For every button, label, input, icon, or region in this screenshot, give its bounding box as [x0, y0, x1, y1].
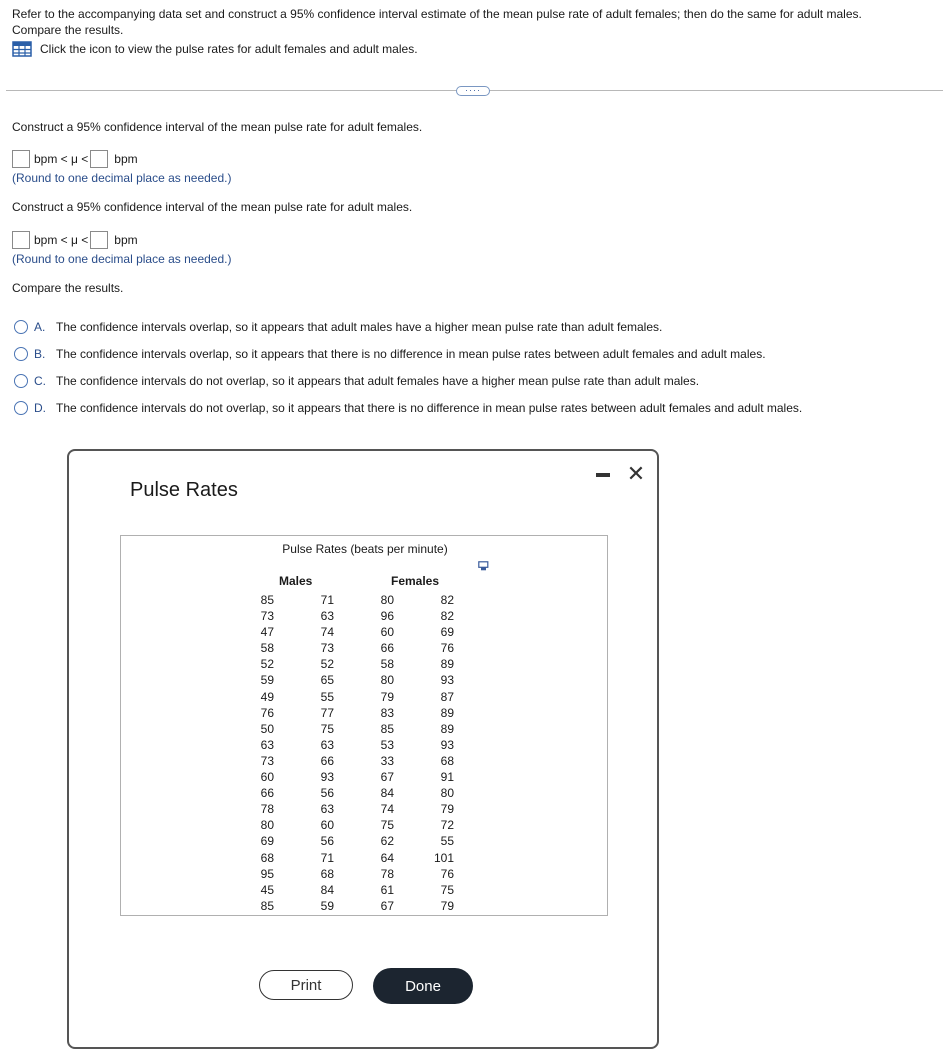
- option-letter: B.: [34, 347, 46, 361]
- data-cell: 101: [433, 850, 454, 865]
- data-cell: 47: [260, 625, 274, 640]
- rounding-note: (Round to one decimal place as needed.): [12, 171, 232, 185]
- minimize-icon[interactable]: [596, 473, 610, 477]
- data-cell: 83: [380, 705, 394, 720]
- option-text: The confidence intervals do not overlap, so it appears that there is no difference in mean pulse rates between adult females and adult males.: [56, 401, 803, 415]
- data-cell: 63: [260, 737, 274, 752]
- data-cell: 72: [440, 818, 454, 833]
- data-cell: 91: [440, 770, 454, 785]
- interval-unit-text: bpm: [114, 152, 138, 166]
- data-cell: 80: [260, 818, 274, 833]
- data-cell: 60: [260, 770, 274, 785]
- data-cell: 93: [320, 770, 334, 785]
- data-cell: 73: [320, 641, 334, 656]
- data-cell: 66: [260, 786, 274, 801]
- option-letter: D.: [34, 401, 46, 415]
- males-column-1: [234, 592, 274, 914]
- data-cell: 67: [380, 898, 394, 913]
- radio-button[interactable]: [14, 347, 28, 361]
- data-cell: 67: [380, 770, 394, 785]
- females-header: Females: [391, 574, 440, 588]
- rounding-note: (Round to one decimal place as needed.): [12, 252, 232, 266]
- data-cell: 89: [440, 705, 454, 720]
- data-cell: 80: [440, 786, 454, 801]
- data-cell: 89: [440, 657, 454, 672]
- data-cell: 82: [440, 593, 454, 607]
- data-cell: 80: [380, 673, 394, 688]
- data-cell: 76: [260, 705, 274, 720]
- data-cell: 53: [380, 737, 394, 752]
- data-cell: 60: [320, 818, 334, 833]
- data-cell: 73: [260, 609, 274, 624]
- males-header: Males: [279, 574, 313, 588]
- females-upper-bound-input[interactable]: [90, 150, 108, 168]
- data-cell: 95: [260, 866, 274, 881]
- print-button[interactable]: Print: [259, 970, 353, 1000]
- interval-unit-text: bpm: [114, 233, 138, 247]
- data-cell: 63: [320, 737, 334, 752]
- data-cell: 63: [320, 802, 334, 817]
- data-cell: 50: [260, 721, 274, 736]
- interval-middle-text: bpm < μ <: [34, 233, 89, 247]
- data-cell: 66: [380, 641, 394, 656]
- data-cell: 76: [440, 866, 454, 881]
- data-cell: 75: [380, 818, 394, 833]
- data-cell: 93: [440, 673, 454, 688]
- data-cell: 71: [320, 593, 334, 607]
- option-text: The confidence intervals overlap, so it appears that adult males have a higher mean pulse rate than adult females.: [56, 320, 663, 334]
- data-set-link-text: Click the icon to view the pulse rates for adult females and adult males.: [40, 42, 418, 56]
- problem-text: Refer to the accompanying data set and construct a 95% confidence interval estimate of the mean pulse rate of adult females; then do the same for adult males.: [12, 7, 862, 21]
- option-c[interactable]: [14, 372, 699, 390]
- data-cell: 59: [320, 898, 334, 913]
- data-cell: 71: [320, 850, 334, 865]
- done-button[interactable]: Done: [373, 968, 473, 1004]
- data-cell: 45: [260, 882, 274, 897]
- data-cell: 65: [320, 673, 334, 688]
- radio-button[interactable]: [14, 374, 28, 388]
- data-cell: 75: [320, 721, 334, 736]
- data-cell: 76: [440, 641, 454, 656]
- data-cell: 63: [320, 609, 334, 624]
- data-cell: 61: [380, 882, 394, 897]
- females-column-2: [414, 592, 454, 914]
- females-interval-row: [12, 149, 138, 169]
- data-cell: 68: [320, 866, 334, 881]
- option-letter: A.: [34, 320, 46, 334]
- data-cell: 85: [260, 593, 274, 607]
- data-cell: 78: [260, 802, 274, 817]
- females-lower-bound-input[interactable]: [12, 150, 30, 168]
- radio-button[interactable]: [14, 401, 28, 415]
- data-cell: 68: [260, 850, 274, 865]
- females-column-1: [354, 592, 394, 914]
- table-icon[interactable]: [12, 41, 32, 57]
- data-cell: 79: [440, 802, 454, 817]
- data-cell: 89: [440, 721, 454, 736]
- data-cell: 93: [440, 737, 454, 752]
- option-b[interactable]: [14, 345, 766, 363]
- data-cell: 84: [320, 882, 334, 897]
- table-caption: Pulse Rates (beats per minute): [282, 542, 448, 556]
- option-a[interactable]: [14, 318, 662, 336]
- question-males-prompt: Construct a 95% confidence interval of the mean pulse rate for adult males.: [12, 200, 413, 214]
- males-upper-bound-input[interactable]: [90, 231, 108, 249]
- close-icon[interactable]: ✕: [626, 461, 646, 486]
- radio-button[interactable]: [14, 320, 28, 334]
- data-cell: 62: [380, 834, 394, 849]
- pulse-rates-dialog: [67, 449, 659, 1049]
- data-cell: 56: [320, 834, 334, 849]
- question-females-prompt: Construct a 95% confidence interval of the mean pulse rate for adult females.: [12, 120, 423, 134]
- data-cell: 64: [380, 850, 394, 865]
- males-column-2: [294, 592, 334, 914]
- option-letter: C.: [34, 374, 46, 388]
- data-cell: 58: [380, 657, 394, 672]
- data-cell: 69: [260, 834, 274, 849]
- data-cell: 59: [260, 673, 274, 688]
- males-lower-bound-input[interactable]: [12, 231, 30, 249]
- data-cell: 52: [260, 657, 274, 672]
- option-text: The confidence intervals overlap, so it appears that there is no difference in mean pulse rates between adult females and adult males.: [56, 347, 766, 361]
- data-cell: 69: [440, 625, 454, 640]
- data-set-link[interactable]: [12, 40, 418, 58]
- data-cell: 80: [380, 593, 394, 607]
- data-cell: 75: [440, 882, 454, 897]
- dialog-title: Pulse Rates: [130, 479, 238, 501]
- data-cell: 78: [380, 866, 394, 881]
- data-cell: 33: [380, 753, 394, 768]
- data-cell: 85: [260, 898, 274, 913]
- data-cell: 74: [320, 625, 334, 640]
- data-cell: 87: [440, 689, 454, 704]
- data-cell: 79: [380, 689, 394, 704]
- data-cell: 49: [260, 689, 274, 704]
- problem-compare-text: Compare the results.: [12, 23, 124, 37]
- data-cell: 52: [320, 657, 334, 672]
- data-cell: 66: [320, 753, 334, 768]
- data-cell: 74: [380, 802, 394, 817]
- data-cell: 56: [320, 786, 334, 801]
- data-table-panel: [120, 535, 608, 916]
- data-cell: 55: [440, 834, 454, 849]
- data-cell: 55: [320, 689, 334, 704]
- data-cell: 79: [440, 898, 454, 913]
- option-text: The confidence intervals do not overlap, so it appears that adult females have a higher mean pulse rate than adult males.: [56, 374, 700, 388]
- data-cell: 73: [260, 753, 274, 768]
- compare-prompt: Compare the results.: [12, 281, 124, 295]
- data-cell: 60: [380, 625, 394, 640]
- males-interval-row: [12, 230, 138, 250]
- option-d[interactable]: [14, 399, 802, 417]
- data-cell: 84: [380, 786, 394, 801]
- data-cell: 58: [260, 641, 274, 656]
- more-button[interactable]: ····: [456, 86, 490, 96]
- data-cell: 85: [380, 721, 394, 736]
- data-cell: 68: [440, 753, 454, 768]
- data-cell: 77: [320, 705, 334, 720]
- data-cell: 82: [440, 609, 454, 624]
- problem-statement: [12, 6, 937, 38]
- interval-middle-text: bpm < μ <: [34, 152, 89, 166]
- data-cell: 96: [380, 609, 394, 624]
